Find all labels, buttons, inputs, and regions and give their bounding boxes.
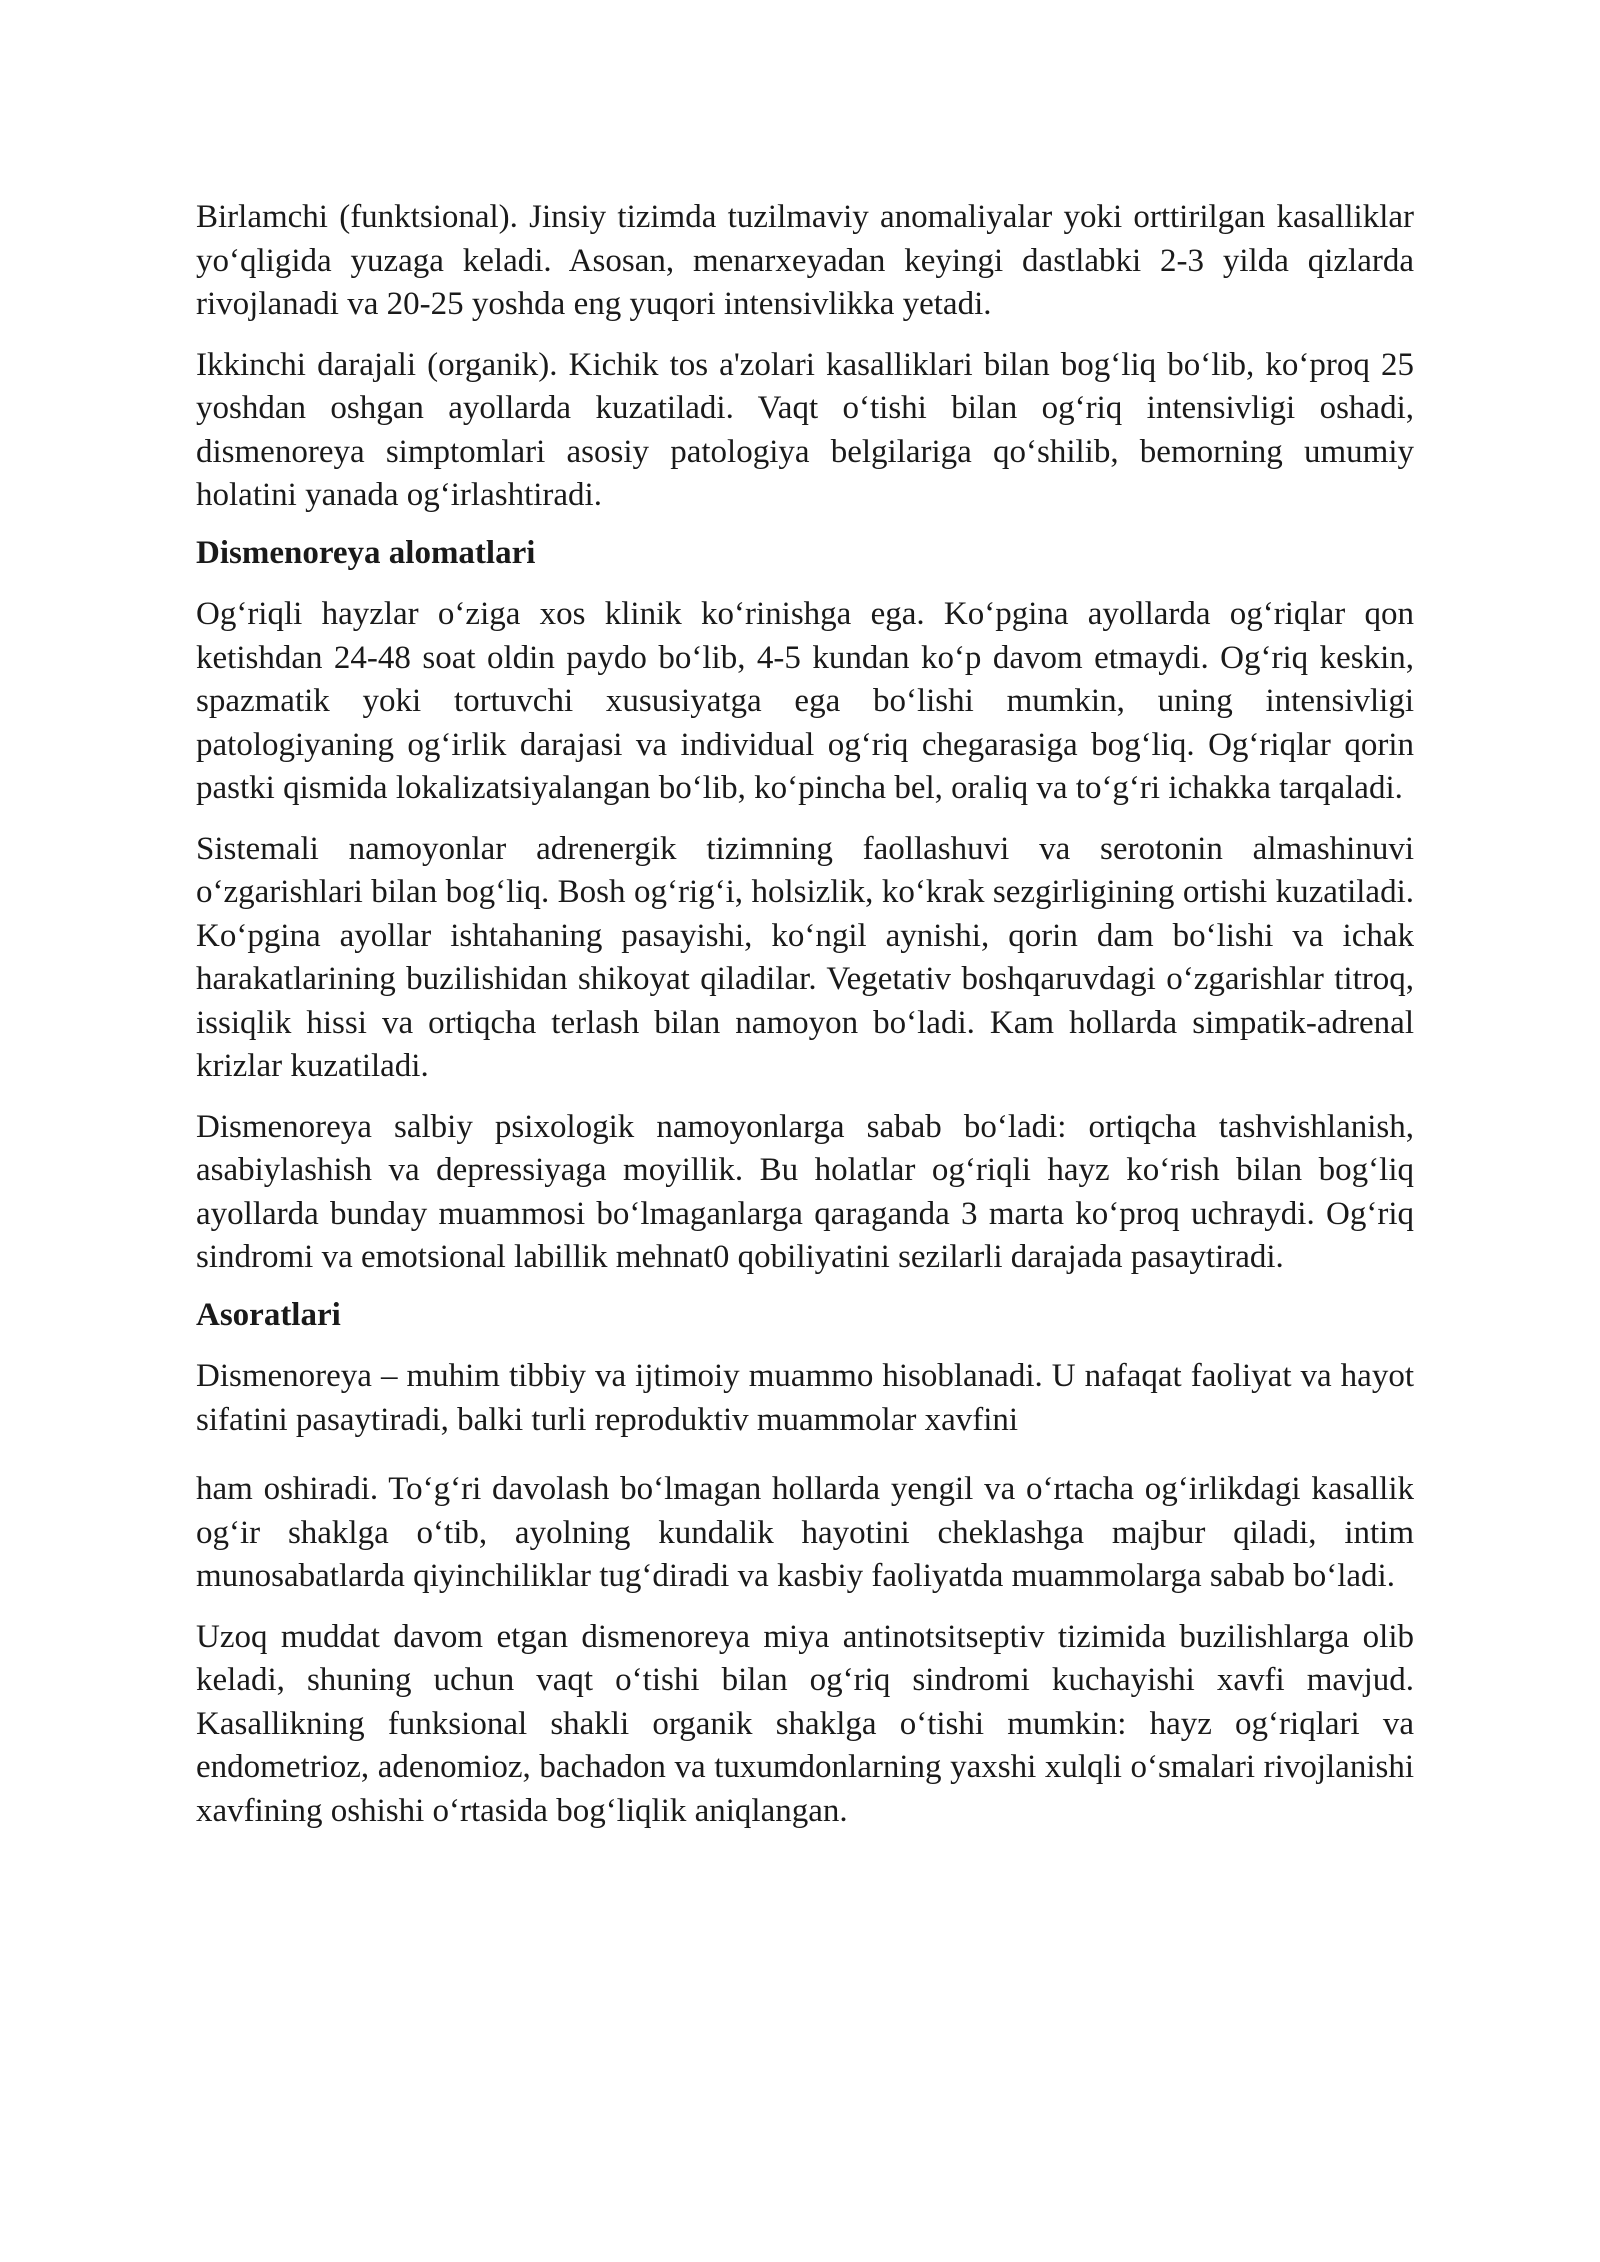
heading-symptoms: Dismenoreya alomatlari — [196, 534, 536, 571]
paragraph-complications-intro: Dismenoreya – muhim tibbiy va ijtimoiy muammo hisoblanadi. U nafaqat faoliyat va hayot sifatini pasaytiradi, balki turli reproduktiv muammolar xavfini — [196, 1358, 1414, 1438]
paragraph-symptoms-pain: Og‘riqli hayzlar o‘ziga xos klinik ko‘rinishga ega. Ko‘pgina ayollarda og‘riqlar qon ketishdan 24-48 soat oldin paydo bo‘lib, 4-5 kundan ko‘p davom etmaydi. Og‘riq keskin, spazmatik yoki tortuvchi xususiyatga ega bo‘lishi mumkin, uning intensivligi patologiyaning og‘irlik darajasi va individual og‘riq chegarasiga bog‘liq. Og‘riqlar qorin pastki qismida lokalizatsiyalangan bo‘lib, ko‘pincha bel, oraliq va to‘g‘ri ichakka tarqaladi. — [196, 596, 1414, 806]
heading-complications: Asoratlari — [196, 1296, 341, 1333]
document-body — [196, 196, 1414, 1833]
paragraph-complications-long-term: Uzoq muddat davom etgan dismenoreya miya antinotsitseptiv tizimida buzilishlarga olib keladi, shuning uchun vaqt o‘tishi bilan og‘riq sindromi kuchayishi xavfi mavjud. Kasallikning funksional shakli organik shaklga o‘tishi mumkin: hayz og‘riqlari va endometrioz, adenomioz, bachadon va tuxumdonlarning yaxshi xulqli o‘smalari rivojlanishi xavfining oshishi o‘rtasida bog‘liqlik aniqlangan. — [196, 1618, 1414, 1829]
paragraph-complications-continued: ham oshiradi. To‘g‘ri davolash bo‘lmagan hollarda yengil va o‘rtacha og‘irlikdagi kasallik og‘ir shaklga o‘tib, ayolning kundalik hayotini cheklashga majbur qiladi, intim munosabatlarda qiyinchiliklar tug‘diradi va kasbiy faoliyatda muammolarga sabab bo‘ladi. — [196, 1471, 1414, 1594]
paragraph-secondary-type: Ikkinchi darajali (organik). Kichik tos a'zolari kasalliklari bilan bog‘liq bo‘lib, ko‘proq 25 yoshdan oshgan ayollarda kuzatiladi. Vaqt o‘tishi bilan og‘riq intensivligi oshadi, dismenoreya simptomlari asosiy patologiya belgilariga qo‘shilib, bemorning umumiy holatini yanada og‘irlashtiradi. — [196, 346, 1414, 513]
paragraph-symptoms-systemic: Sistemali namoyonlar adrenergik tizimning faollashuvi va serotonin almashinuvi o‘zgarishlari bilan bog‘liq. Bosh og‘rig‘i, holsizlik, ko‘krak sezgirligining ortishi kuzatiladi. Ko‘pgina ayollar ishtahaning pasayishi, ko‘ngil aynishi, qorin dam bo‘lishi va ichak harakatlarining buzilishidan shikoyat qiladilar. Vegetativ boshqaruvdagi o‘zgarishlar titroq, issiqlik hissi va ortiqcha terlash bilan namoyon bo‘ladi. Kam hollarda simpatik-adrenal krizlar kuzatiladi. — [196, 830, 1414, 1084]
paragraph-primary-type: Birlamchi (funktsional). Jinsiy tizimda tuzilmaviy anomaliyalar yoki orttirilgan kasalliklar yo‘qligida yuzaga keladi. Asosan, menarxeyadan keyingi dastlabki 2-3 yilda qizlarda rivojlanadi va 20-25 yoshda eng yuqori intensivlikka yetadi. — [196, 199, 1414, 322]
paragraph-symptoms-psychological: Dismenoreya salbiy psixologik namoyonlarga sabab bo‘ladi: ortiqcha tashvishlanish, asabiylashish va depressiyaga moyillik. Bu holatlar og‘riqli hayz ko‘rish bilan bog‘liq ayollarda bunday muammosi bo‘lmaganlarga qaraganda 3 marta ko‘proq uchraydi. Og‘riq sindromi va emotsional labillik mehnat0 qobiliyatini sezilarli darajada pasaytiradi. — [196, 1108, 1414, 1275]
